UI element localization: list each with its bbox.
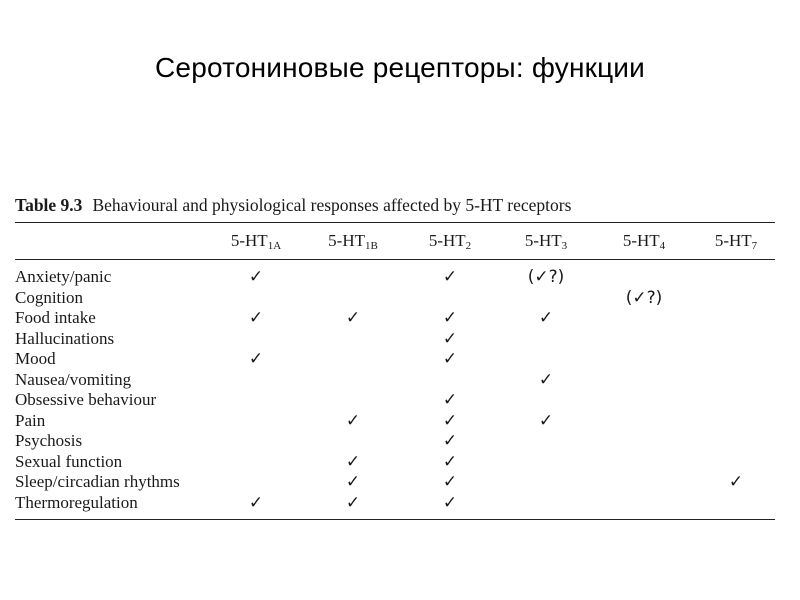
table-row (15, 349, 775, 370)
column-header (216, 223, 296, 264)
row-label: Obsessive behaviour (15, 390, 157, 409)
row-label: Nausea/vomiting (15, 369, 132, 389)
column-header-subscript: 2 (465, 240, 472, 252)
table-row (15, 472, 775, 493)
check-mark: ✓ (345, 472, 361, 492)
check-mark: ✓ (345, 451, 361, 472)
check-mark: ✓ (538, 308, 554, 328)
check-mark: (✓?) (527, 267, 565, 287)
slide-title: Серотониновые рецепторы: функции (155, 52, 645, 83)
row-label: Sexual function (15, 451, 123, 471)
check-mark: ✓ (248, 492, 264, 513)
column-header-base: 5-HT (328, 231, 365, 250)
column-header-subscript: 1A (267, 240, 282, 252)
table-row (15, 452, 775, 473)
check-mark: ✓ (728, 472, 744, 492)
column-header (313, 223, 393, 264)
check-mark: ✓ (442, 492, 458, 513)
row-label: Cognition (15, 287, 84, 307)
check-mark: ✓ (442, 328, 458, 349)
table-row (15, 370, 775, 391)
column-header-subscript: 3 (561, 240, 568, 252)
header-row (15, 223, 775, 259)
check-mark: ✓ (442, 431, 458, 451)
check-mark: ✓ (442, 472, 458, 492)
row-label: Pain (15, 410, 46, 430)
row-label: Anxiety/panic (15, 267, 112, 286)
check-mark: ✓ (442, 349, 458, 369)
check-mark: ✓ (538, 369, 554, 390)
check-mark: ✓ (442, 390, 458, 410)
column-header-subscript: 7 (751, 240, 758, 252)
column-header-subscript: 4 (659, 240, 666, 252)
table-row (15, 431, 775, 452)
column-header (506, 223, 586, 264)
column-header (696, 223, 776, 264)
column-header-base: 5-HT (622, 231, 660, 250)
table-caption (15, 192, 775, 222)
check-mark: ✓ (345, 492, 361, 513)
table-row (15, 288, 775, 309)
check-mark: ✓ (248, 308, 264, 328)
check-mark: ✓ (248, 267, 264, 287)
table-caption-text: Behavioural and physiological responses affected by 5-HT receptors (92, 195, 572, 215)
table-body (15, 260, 775, 519)
table-row (15, 308, 775, 329)
column-header (410, 223, 490, 264)
table-row (15, 390, 775, 411)
check-mark: ✓ (442, 451, 458, 472)
row-label: Thermoregulation (15, 492, 138, 512)
row-label: Mood (15, 349, 56, 368)
column-header-subscript: 1B (364, 240, 378, 252)
bottom-rule (15, 519, 775, 520)
check-mark: ✓ (442, 308, 458, 328)
check-mark: (✓?) (625, 287, 663, 308)
receptor-table (15, 192, 775, 520)
column-header-base: 5-HT (428, 231, 466, 250)
check-mark: ✓ (248, 349, 264, 369)
row-label: Food intake (15, 308, 96, 327)
table-row (15, 411, 775, 432)
check-mark: ✓ (345, 308, 361, 328)
table-row (15, 493, 775, 514)
row-label: Sleep/circadian rhythms (15, 472, 180, 491)
table-number: Table 9.3 (15, 195, 83, 215)
column-header-base: 5-HT (524, 231, 562, 250)
table-row (15, 267, 775, 288)
row-label: Hallucinations (15, 328, 115, 348)
column-header-base: 5-HT (230, 231, 268, 250)
column-header (604, 223, 684, 264)
column-header-base: 5-HT (714, 231, 752, 250)
check-mark: ✓ (442, 267, 458, 287)
row-label: Psychosis (15, 431, 83, 450)
check-mark: ✓ (345, 410, 361, 431)
check-mark: ✓ (442, 410, 458, 431)
check-mark: ✓ (538, 410, 554, 431)
table-row (15, 329, 775, 350)
